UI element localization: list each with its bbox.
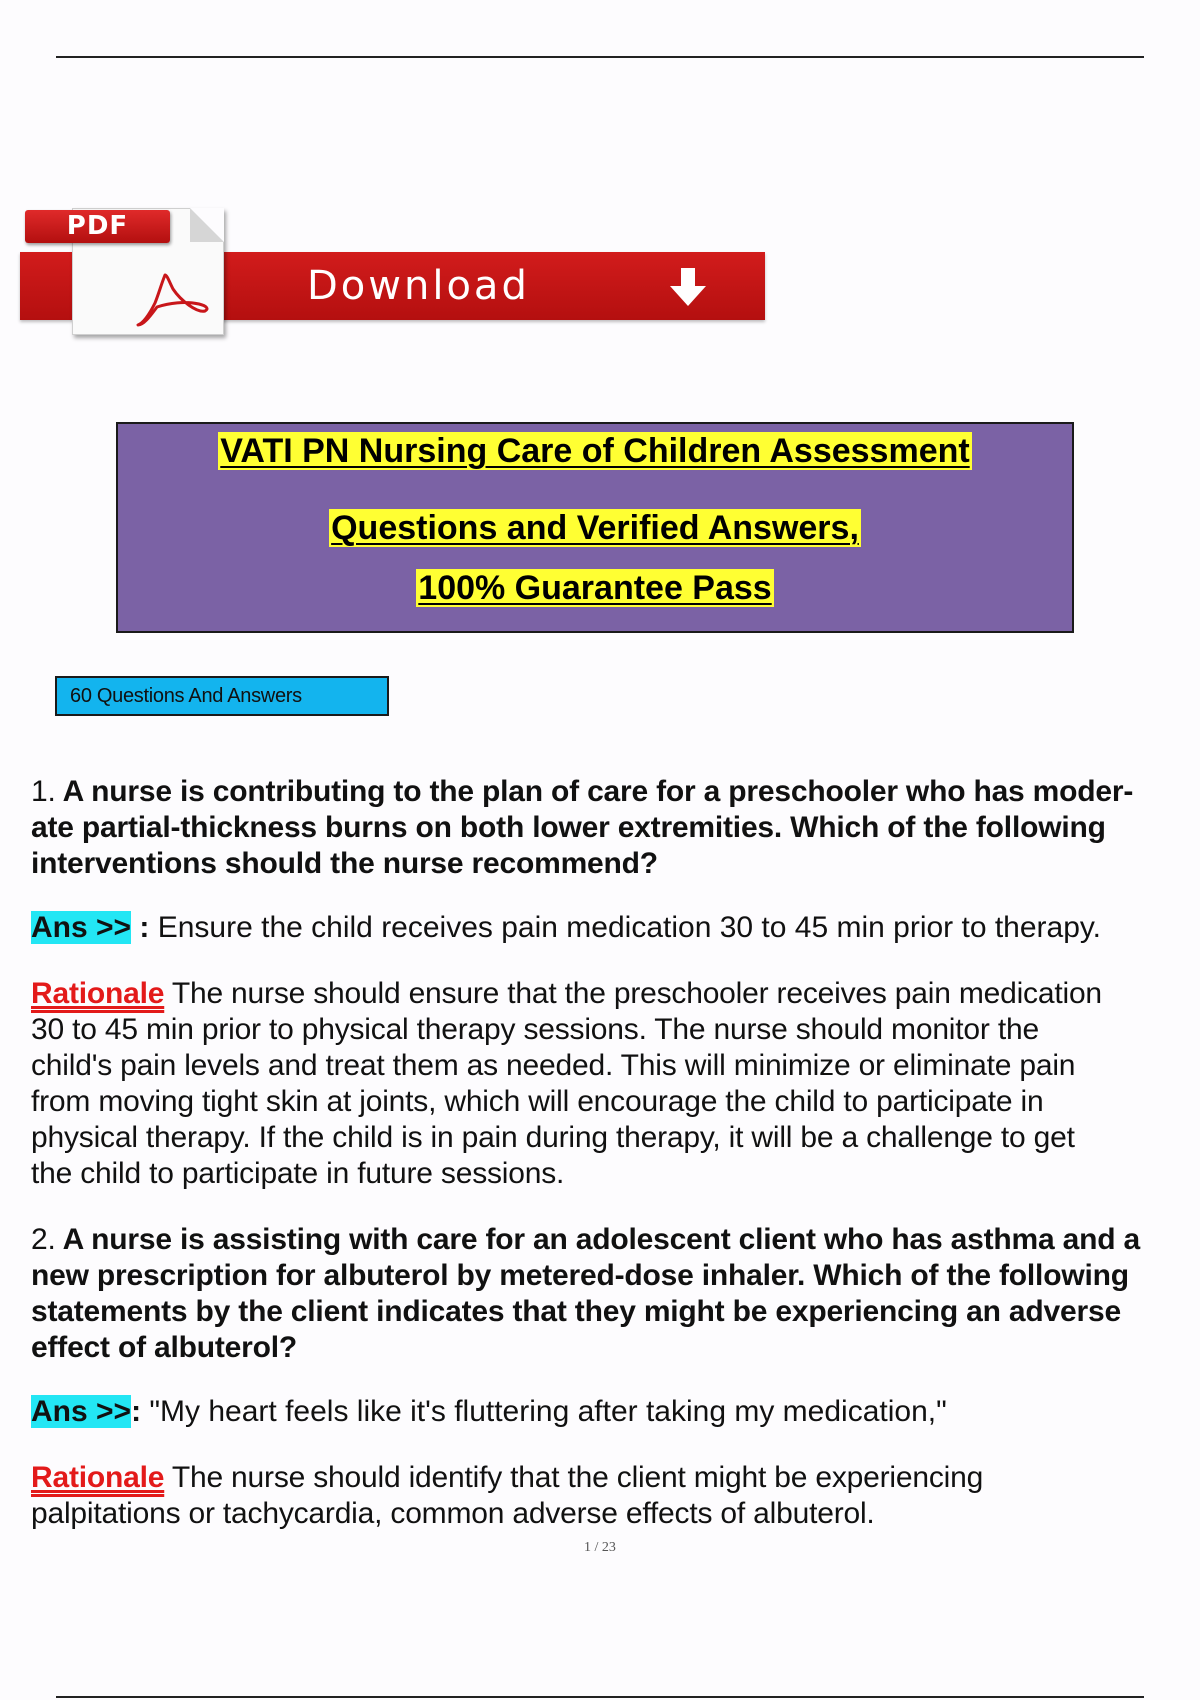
title-line-1 xyxy=(118,431,1072,471)
answer-1 xyxy=(31,910,1200,946)
rationale-text: The nurse should identify that the client might be experiencing palpitations or tachycardia, common adverse effects of albuterol. xyxy=(31,1461,984,1530)
ans-label: Ans >> xyxy=(31,1395,132,1428)
download-arrow-icon[interactable] xyxy=(668,266,708,310)
page-fold xyxy=(190,208,224,242)
page-number: 1 / 23 xyxy=(584,1540,616,1555)
rationale-1 xyxy=(31,976,1200,1192)
title-line-2 xyxy=(118,508,1072,548)
rationale-label: Rationale xyxy=(31,1461,165,1494)
bottom-rule xyxy=(56,1696,1144,1698)
top-rule xyxy=(56,56,1144,58)
acrobat-logo-icon xyxy=(135,271,213,329)
qa-content xyxy=(31,774,1200,1532)
question-number: 1. xyxy=(31,775,56,808)
question-2 xyxy=(31,1222,1200,1366)
ans-separator: : xyxy=(131,1395,150,1428)
rationale-label: Rationale xyxy=(31,977,165,1010)
title-text-1: VATI PN Nursing Care of Children Assessment xyxy=(220,432,970,470)
answer-text: Ensure the child receives pain medication 30 to 45 min prior to therapy. xyxy=(157,911,1102,944)
pdf-tag: PDF xyxy=(25,210,170,243)
ans-separator: : xyxy=(131,911,158,944)
question-count-badge: 60 Questions And Answers xyxy=(55,676,389,716)
title-text-2: Questions and Verified Answers, xyxy=(331,509,859,547)
question-text: A nurse is assisting with care for an adolescent client who has asthma and a new prescription for albuterol by metered-dose inhaler. Which of the following statements by the client indicates that they might be experiencing an adverse effect of albuterol? xyxy=(31,1223,1140,1364)
answer-text: "My heart feels like it's fluttering after taking my medication," xyxy=(149,1395,947,1428)
title-box xyxy=(116,422,1074,633)
question-1 xyxy=(31,774,1200,882)
rationale-2 xyxy=(31,1460,1200,1532)
ans-label: Ans >> xyxy=(31,911,132,944)
pdf-download-banner[interactable] xyxy=(20,200,765,340)
answer-2 xyxy=(31,1394,1200,1430)
question-number: 2. xyxy=(31,1223,56,1256)
title-line-3 xyxy=(118,568,1072,608)
title-text-3: 100% Guarantee Pass xyxy=(418,569,772,607)
download-label[interactable]: Download xyxy=(307,263,530,309)
rationale-text: The nurse should ensure that the preschooler receives pain medication 30 to 45 min prior to physical therapy sessions. The nurse should monitor the child's pain levels and treat them as needed. This will minimize or eliminate pain from moving tight skin at joints, which will encourage the child to participate in physical therapy. If the child is in pain during therapy, it will be a challenge to get the child to participate in future sessions. xyxy=(31,977,1102,1190)
question-text: A nurse is contributing to the plan of care for a preschooler who has moder- ate partial-thickness burns on both lower extremities. Which of the following interventions should the nurse recommend? xyxy=(31,775,1134,880)
